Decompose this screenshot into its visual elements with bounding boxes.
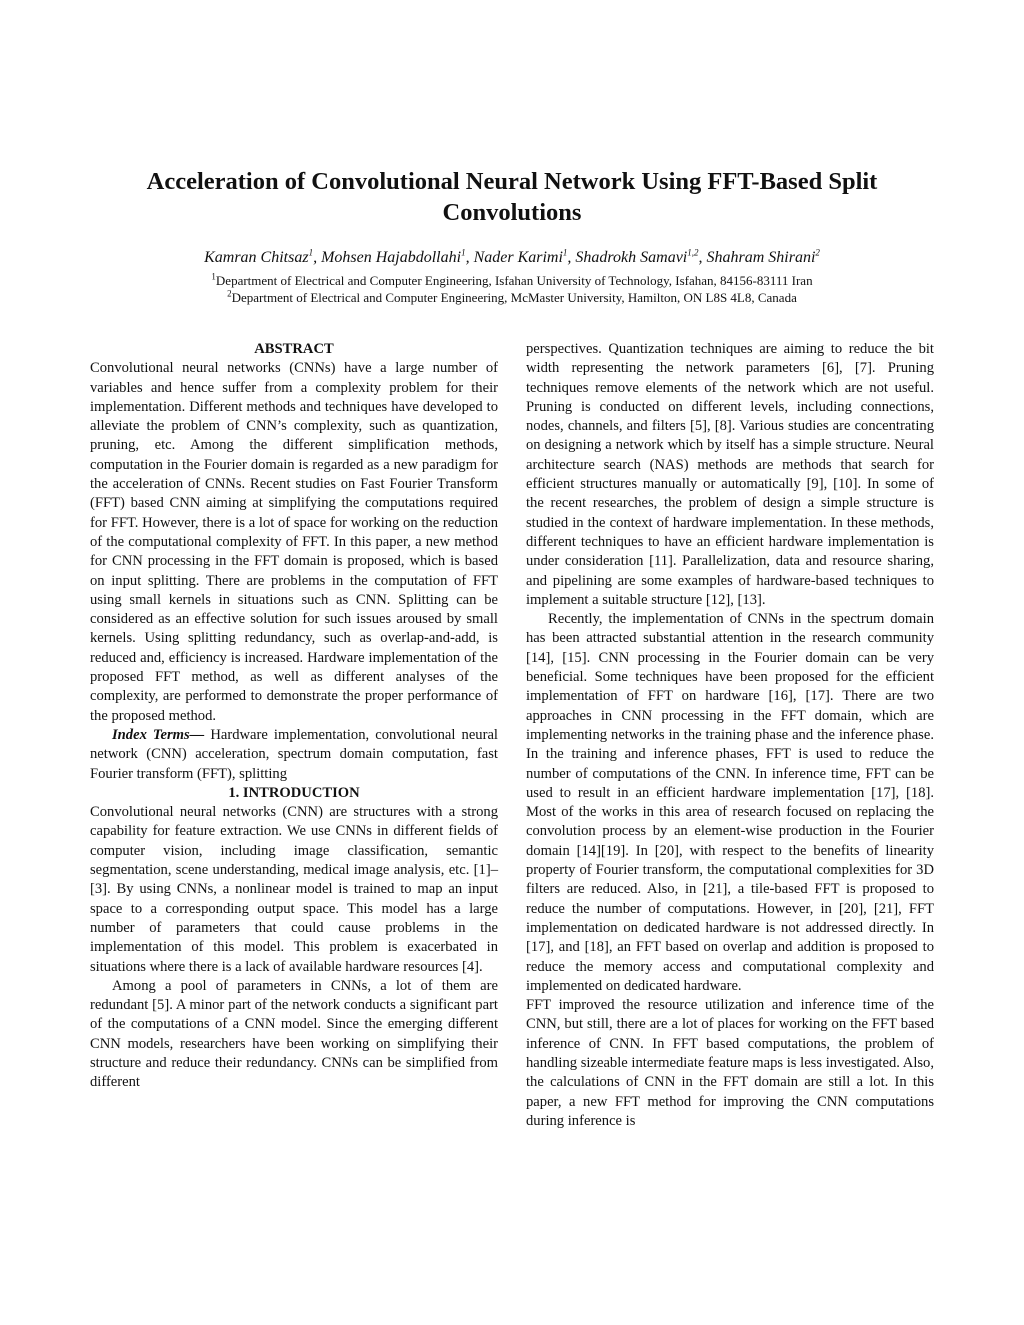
author-separator: , [698,249,707,266]
affiliation-superscript: 1 [211,271,216,282]
affiliation-1 [40,272,984,289]
left-column [90,340,498,1093]
abstract-heading: ABSTRACT [254,341,334,357]
right-paragraph-3: FFT improved the resource utilization and inference time of the CNN, but still, there are a lot of places for working on the FFT based inference of CNN. In FFT based computations, the problem of handling sizeable intermediate feature maps is less investigated. Also, the calculations of CNN in the FFT domain are still a lot. In this paper, a new FFT method for improving the CNN computations during inference is [526,997,934,1129]
right-paragraph-2: Recently, the implementation of CNNs in the spectrum domain has been attracted substantial attention in the research community [14], [15]. CNN processing in the Fourier domain can be very beneficial. Some techniques have been proposed for the efficient implementation of FFT on hardware [16], [17]. There are two approaches in CNN processing in the FFT domain, which are implementing networks in the training phase and the inference phase. In the training and inference phases, FFT is used to reduce the number of computations of the CNN. In inference time, FFT can be used to result in an efficient hardware implementation [17], [18]. Most of the works in this area of research focused on replacing the convolution process by an element-wise production in the Fourier domain [14][19]. In [20], with respect to the benefits of linearity property of Fourier transform, the computational complexities for 3D filters are reduced. Also, in [21], a tile-based FFT is proposed to reduce the number of computations. However, in [20], [21], FFT implementation on dedicated hardware is not addressed directly. In [17], and [18], an FFT based on overlap and addition is proposed to reduce the memory access and computational complexity and implemented on dedicated hardware. [526,611,934,994]
right-column [526,340,934,1131]
author-superscript: 1 [461,247,466,258]
introduction-heading: 1. INTRODUCTION [228,784,360,801]
affiliation-2 [40,289,984,306]
author-list [40,248,984,268]
author: Mohsen Hajabdollahi [321,249,462,266]
intro-paragraph-2: Among a pool of parameters in CNNs, a lot of them are redundant [5]. A minor part of the network conducts a significant part of the computations of a CNN model. Since the emerging different CNN models, researchers have been working on simplifying their structure and reduce their redundancy. CNNs can be simplified from different [90,977,498,1091]
author-separator: , [465,249,474,266]
author: Shahram Shirani [706,249,816,266]
abstract-text: Convolutional neural networks (CNNs) have a large number of variables and hence suffer from a complexity problem for their implementation. Different methods and techniques have developed to alleviate the problem of CNN’s complexity, such as quantization, pruning, etc. Among the different simplification methods, computation in the Fourier domain is regarded as a new paradigm for the acceleration of CNNs. Recent studies on Fast Fourier Transform (FFT) based CNN aiming at simplifying the computations required for FFT. However, there is a lot of space for working on the reduction of the computational complexity of FFT. In this paper, a new method for CNN processing in the FFT domain is proposed, which is based on input splitting. There are problems in the computation of FFT using small kernels in situations such as CNN. Splitting can be considered as an effective solution for such issues aroused by small kernels. Using splitting redundancy, such as overlap-and-add, is reduced and, efficiency is increased. Hardware implementation of the proposed FFT method, as well as different analyses of the complexity, are performed to demonstrate the proper performance of the proposed method. [90,360,498,724]
author-separator: , [567,249,576,266]
affiliation-superscript: 2 [227,288,232,299]
affiliation-text: Department of Electrical and Computer Engineering, McMaster University, Hamilton, ON L8S 4L8, Canada [231,290,797,305]
author-superscript: 2 [815,247,820,258]
index-terms [90,726,498,784]
title-line-2: Convolutions [442,199,582,226]
author: Shadrokh Samavi [575,249,688,266]
author-separator: , [313,249,322,266]
title-line-1: Acceleration of Convolutional Neural Network Using FFT-Based Split [146,168,878,195]
affiliation-text: Department of Electrical and Computer Engineering, Isfahan University of Technology, Isfahan, 84156-83111 Iran [215,273,813,288]
right-paragraph-1: perspectives. Quantization techniques are aiming to reduce the bit width representing the network parameters [6], [7]. Pruning techniques remove elements of the network which are not useful. Pruning is conducted on different levels, including connections, nodes, channels, and filters [5], [8]. Various studies are concentrating on designing a network which by itself has a simple structure. Neural architecture search (NAS) methods are methods that search for efficient structures manually or automatically [9], [10]. In some of the recent researches, the problem of design a simple structure is studied in the context of hardware implementation. In these methods, different techniques to have an efficient hardware implementation is under consideration [11]. Parallelization, data and resource sharing, and pipelining are some examples of hardware-based techniques to implement a suitable structure [12], [13]. [526,341,934,608]
author: Kamran Chitsaz [204,249,309,266]
author-superscript: 1,2 [687,247,699,258]
author-superscript: 1 [308,247,314,258]
index-terms-label: Index Terms— [112,726,205,743]
author-superscript: 1 [562,247,568,258]
index-terms-text: Hardware implementation, convolutional neural network (CNN) acceleration, spectrum domain computation, fast Fourier transform (FFT), splitting [90,726,498,782]
intro-paragraph-1: Convolutional neural networks (CNN) are structures with a strong capability for feature extraction. We use CNNs in different fields of computer vision, including image classification, semantic segmentation, scene understanding, medical image analysis, etc. [1]–[3]. By using CNNs, a nonlinear model is trained to map an input space to a corresponding output space. This model has a large number of parameters that could cause problems in the implementation of this model. This problem is exacerbated in situations where there is a lack of available hardware resources [4]. [90,804,498,975]
paper-title [60,166,964,228]
author: Nader Karimi [473,249,563,266]
